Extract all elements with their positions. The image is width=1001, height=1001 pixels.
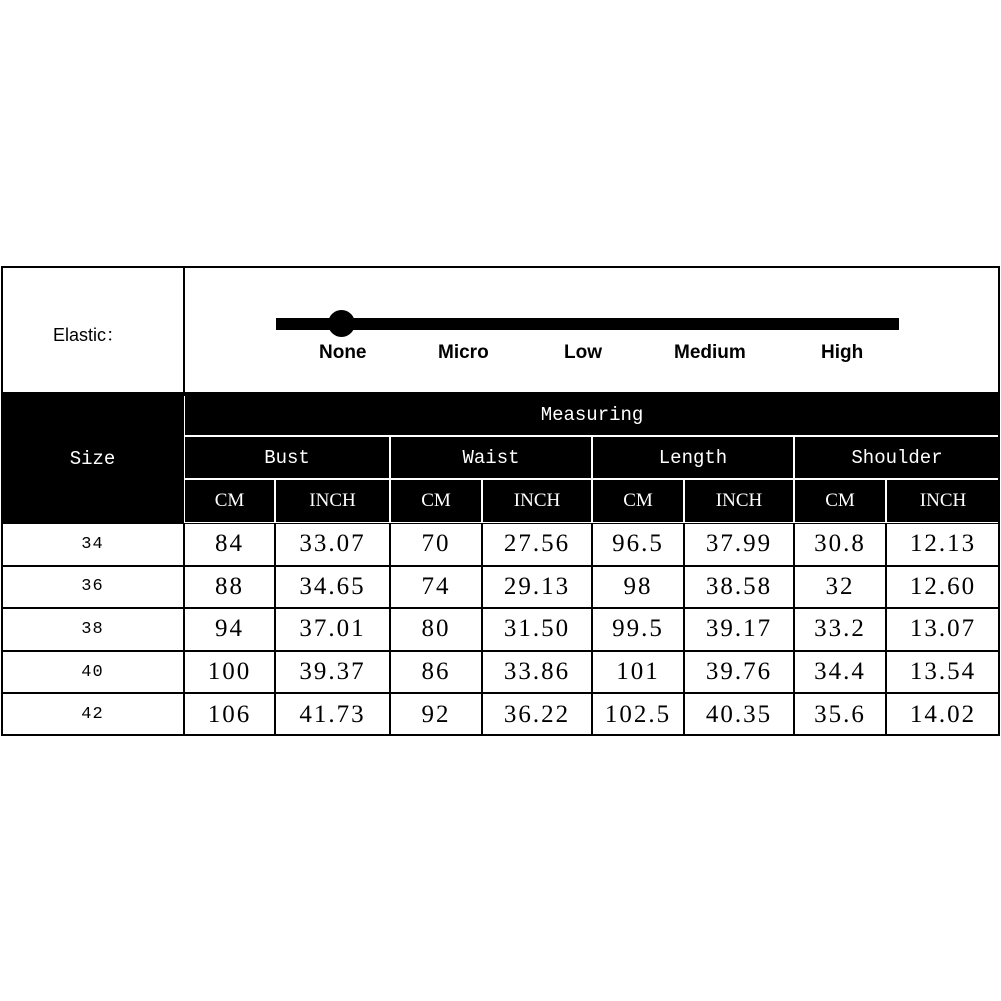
measurement-cell: 31.50 xyxy=(482,608,592,651)
elastic-divider xyxy=(183,266,185,394)
measurement-cell: 39.17 xyxy=(684,608,794,651)
measurement-cell: 13.07 xyxy=(886,608,1000,651)
size-cell: 42 xyxy=(1,693,184,736)
measurement-cell: 13.54 xyxy=(886,651,1000,694)
measurement-cell: 80 xyxy=(390,608,482,651)
elastic-row xyxy=(1,266,1000,394)
measurement-cell: 100 xyxy=(184,651,275,694)
measurement-cell: 38.58 xyxy=(684,566,794,609)
header-unit: INCH xyxy=(886,479,1000,523)
header-group-waist: Waist xyxy=(390,436,592,479)
elastic-level-micro: Micro xyxy=(438,342,489,363)
elastic-label: Elastic： xyxy=(53,325,125,345)
measurement-cell: 40.35 xyxy=(684,693,794,736)
measurement-cell: 39.76 xyxy=(684,651,794,694)
size-cell: 34 xyxy=(1,523,184,566)
measurement-cell: 86 xyxy=(390,651,482,694)
measurement-cell: 36.22 xyxy=(482,693,592,736)
measurement-cell: 98 xyxy=(592,566,684,609)
measurement-cell: 33.86 xyxy=(482,651,592,694)
header-unit: CM xyxy=(794,479,886,523)
header-group-shoulder: Shoulder xyxy=(794,436,1000,479)
measurement-cell: 27.56 xyxy=(482,523,592,566)
measurement-cell: 14.02 xyxy=(886,693,1000,736)
measurement-cell: 35.6 xyxy=(794,693,886,736)
measurement-cell: 39.37 xyxy=(275,651,390,694)
header-size: Size xyxy=(1,394,184,523)
measurement-cell: 37.99 xyxy=(684,523,794,566)
measurement-cell: 101 xyxy=(592,651,684,694)
measurement-cell: 29.13 xyxy=(482,566,592,609)
elastic-level-none: None xyxy=(319,342,367,363)
measurement-cell: 88 xyxy=(184,566,275,609)
measurement-cell: 84 xyxy=(184,523,275,566)
measurement-cell: 41.73 xyxy=(275,693,390,736)
header-unit: INCH xyxy=(684,479,794,523)
measurement-cell: 96.5 xyxy=(592,523,684,566)
measurement-cell: 12.60 xyxy=(886,566,1000,609)
measurement-cell: 92 xyxy=(390,693,482,736)
header-unit: INCH xyxy=(275,479,390,523)
measurement-cell: 74 xyxy=(390,566,482,609)
elastic-indicator xyxy=(328,310,355,337)
header-measuring: Measuring xyxy=(184,394,1000,436)
measurement-cell: 99.5 xyxy=(592,608,684,651)
size-cell: 38 xyxy=(1,608,184,651)
size-cell: 40 xyxy=(1,651,184,694)
measurement-cell: 34.65 xyxy=(275,566,390,609)
measurement-cell: 106 xyxy=(184,693,275,736)
measurement-cell: 34.4 xyxy=(794,651,886,694)
elastic-level-medium: Medium xyxy=(674,342,746,363)
size-cell: 36 xyxy=(1,566,184,609)
measurement-cell: 33.07 xyxy=(275,523,390,566)
header-unit: CM xyxy=(592,479,684,523)
elastic-level-low: Low xyxy=(564,342,602,363)
header-unit: CM xyxy=(184,479,275,523)
measurement-cell: 30.8 xyxy=(794,523,886,566)
measurement-cell: 94 xyxy=(184,608,275,651)
elastic-level-high: High xyxy=(821,342,864,363)
measurement-cell: 37.01 xyxy=(275,608,390,651)
measurement-cell: 12.13 xyxy=(886,523,1000,566)
measurement-cell: 70 xyxy=(390,523,482,566)
header-group-bust: Bust xyxy=(184,436,390,479)
header-unit: INCH xyxy=(482,479,592,523)
elastic-track xyxy=(276,318,899,330)
header-unit: CM xyxy=(390,479,482,523)
measurement-cell: 102.5 xyxy=(592,693,684,736)
header-group-length: Length xyxy=(592,436,794,479)
measurement-cell: 32 xyxy=(794,566,886,609)
measurement-cell: 33.2 xyxy=(794,608,886,651)
